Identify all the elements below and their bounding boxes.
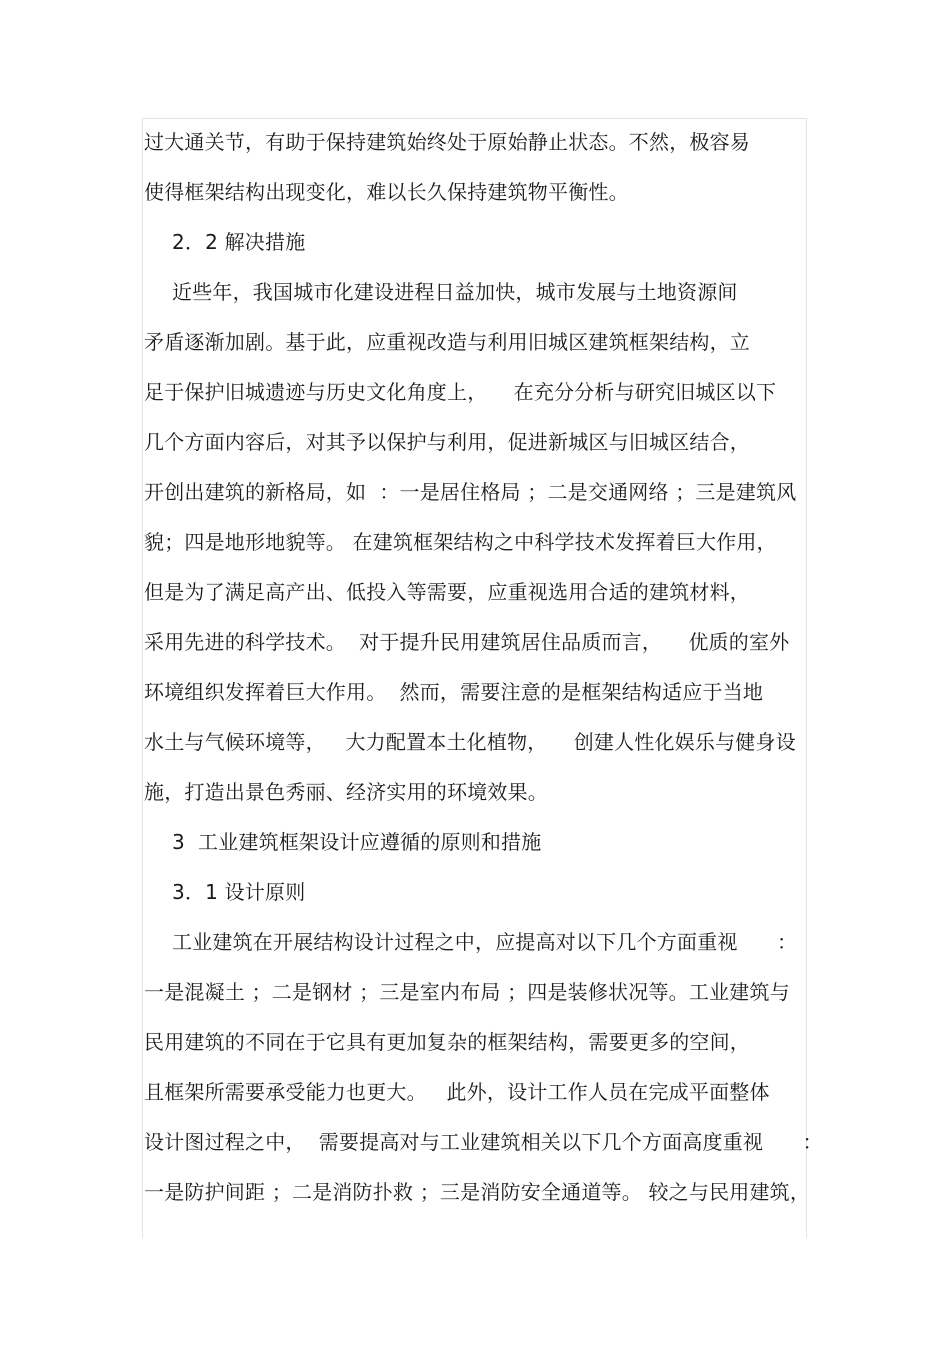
section-heading: 2．2 解决措施	[172, 230, 306, 254]
text-line: 环境组织发挥着巨大作用。 然而，需要注意的是框架结构适应于当地	[144, 680, 764, 704]
text-line: 一是混凝土 ；二是钢材 ；三是室内布局 ；四是装修状况等。工业建筑与	[144, 980, 790, 1004]
text-line: 几个方面内容后，对其予以保护与利用，促进新城区与旧城区结合，	[144, 430, 750, 454]
text-line: 貌；四是地形地貌等。 在建筑框架结构之中科学技术发挥着巨大作用，	[144, 530, 777, 554]
text-line: 近些年，我国城市化建设进程日益加快，城市发展与土地资源间	[172, 280, 738, 304]
text-line: 施，打造出景色秀丽、经济实用的环境效果。	[144, 780, 548, 804]
text-line: 一是防护间距 ；二是消防扑救 ；三是消防安全通道等。 较之与民用建筑，	[144, 1180, 811, 1204]
document-body	[144, 117, 824, 1217]
text-line: 过大通关节，有助于保持建筑始终处于原始静止状态。不然，极容易	[144, 130, 750, 154]
section-heading: 3．1 设计原则	[172, 880, 306, 904]
text-line: 且框架所需要承受能力也更大。 此外，设计工作人员在完成平面整体	[144, 1080, 770, 1104]
text-line: 使得框架结构出现变化，难以长久保持建筑物平衡性。	[144, 180, 629, 204]
text-line: 足于保护旧城遗迹与历史文化角度上， 在充分分析与研究旧城区以下	[144, 380, 777, 404]
text-line: 设计图过程之中， 需要提高对与工业建筑相关以下几个方面高度重视 ：	[144, 1130, 823, 1154]
text-line: 采用先进的科学技术。 对于提升民用建筑居住品质而言， 优质的室外	[144, 630, 790, 654]
text-line: 矛盾逐渐加剧。基于此，应重视改造与利用旧城区建筑框架结构，立	[144, 330, 750, 354]
text-line: 开创出建筑的新格局，如 ：一是居住格局 ；二是交通网络 ；三是建筑风	[144, 480, 797, 504]
text-line: 工业建筑在开展结构设计过程之中，应提高对以下几个方面重视 ：	[172, 930, 798, 954]
section-heading: 3 工业建筑框架设计应遵循的原则和措施	[172, 830, 542, 854]
text-line: 民用建筑的不同在于它具有更加复杂的框架结构，需要更多的空间，	[144, 1030, 750, 1054]
text-line: 但是为了满足高产出、低投入等需要，应重视选用合适的建筑材料，	[144, 580, 750, 604]
text-line: 水土与气候环境等， 大力配置本土化植物， 创建人性化娱乐与健身设	[144, 730, 796, 754]
